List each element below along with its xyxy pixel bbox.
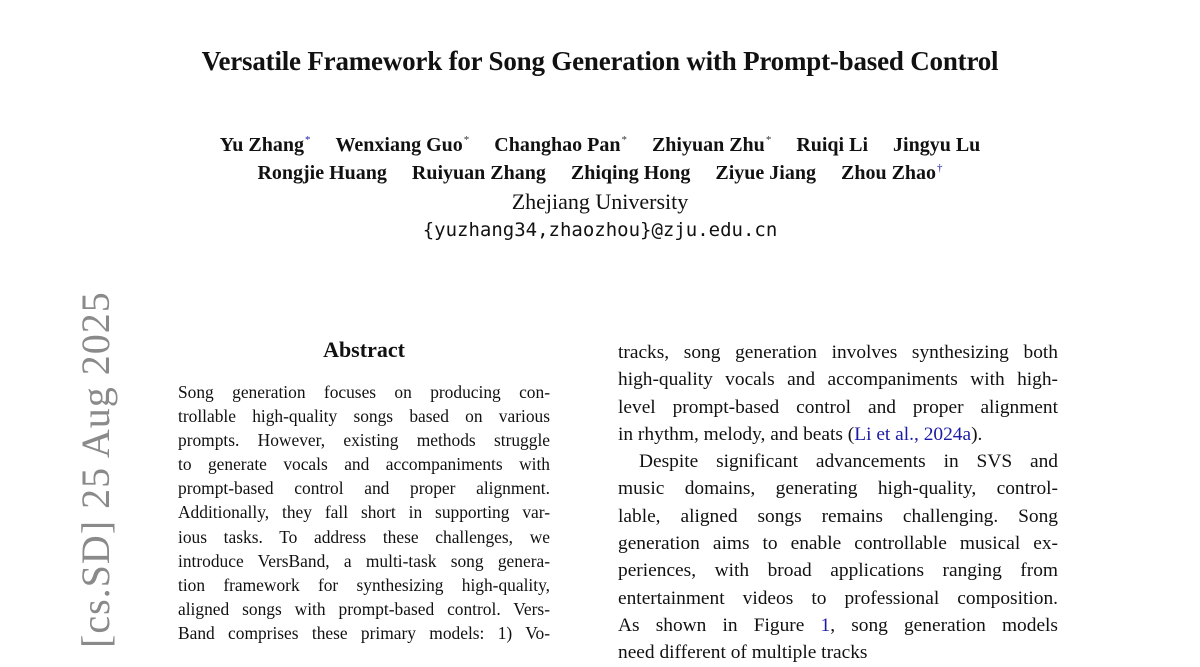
equal-contribution-mark: * bbox=[463, 134, 470, 147]
body-line: entertainment videos to professional composition. bbox=[618, 587, 1058, 609]
author-name: Ziyue Jiang bbox=[715, 162, 816, 184]
body-text: As shown in Figure bbox=[618, 614, 821, 636]
author-name: Jingyu Lu bbox=[893, 134, 981, 156]
equal-contribution-mark: * bbox=[621, 134, 627, 147]
body-line bbox=[618, 421, 1058, 448]
author bbox=[571, 162, 691, 184]
author-name: Ruiqi Li bbox=[796, 134, 869, 156]
citation-link[interactable] bbox=[854, 424, 971, 445]
author-name: Changhao Pan bbox=[494, 134, 621, 156]
body-line: tracks, song generation involves synthesizing both bbox=[618, 342, 1058, 363]
abstract-line: to generate vocals and accompaniments with bbox=[178, 454, 550, 475]
author-name: Zhiqing Hong bbox=[570, 162, 691, 184]
citation-author[interactable]: Li et al. bbox=[854, 423, 914, 445]
author-list-line-1 bbox=[0, 134, 1200, 157]
abstract-line: prompts. However, existing methods struggle bbox=[178, 430, 550, 451]
body-text: in rhythm, melody, and beats ( bbox=[618, 423, 855, 445]
author bbox=[494, 134, 627, 156]
author bbox=[220, 134, 311, 156]
abstract-line: Additionally, they fall short in supporting var- bbox=[178, 502, 550, 523]
author bbox=[412, 162, 546, 184]
author-name: Yu Zhang bbox=[219, 134, 305, 156]
author-name: Wenxiang Guo bbox=[335, 134, 463, 156]
author-list-line-2 bbox=[0, 162, 1200, 185]
corresponding-author-mark[interactable]: † bbox=[937, 162, 943, 175]
introduction-column bbox=[618, 339, 1058, 667]
body-line-cut-off: need different of multiple tracks bbox=[618, 642, 868, 664]
abstract-body bbox=[178, 380, 550, 645]
abstract-line: trollable high-quality songs based on various bbox=[178, 406, 550, 427]
equal-contribution-mark: * bbox=[765, 134, 772, 147]
abstract-line: introduce VersBand, a multi-task song genera- bbox=[178, 550, 550, 571]
body-line: generation aims to enable controllable musical ex- bbox=[618, 533, 1058, 555]
paper-title: Versatile Framework for Song Generation with Prompt-based Control bbox=[201, 46, 999, 76]
equal-contribution-mark[interactable]: * bbox=[305, 134, 311, 147]
arxiv-side-stamp: [cs.SD] 25 Aug 2025 bbox=[73, 291, 118, 648]
abstract-line: tion framework for synthesizing high-quality, bbox=[178, 574, 550, 595]
author bbox=[257, 162, 386, 184]
author bbox=[336, 134, 470, 156]
body-line: lable, aligned songs remains challenging. Song bbox=[618, 505, 1058, 527]
author bbox=[715, 162, 816, 184]
body-line: music domains, generating high-quality, control- bbox=[618, 478, 1058, 500]
abstract-line: Band comprises these primary models: 1) Vo- bbox=[178, 622, 550, 643]
author bbox=[893, 134, 980, 156]
body-line: level prompt-based control and proper alignment bbox=[618, 396, 1058, 418]
author-name: Rongjie Huang bbox=[257, 162, 387, 184]
body-line: periences, with broad applications ranging from bbox=[618, 560, 1058, 582]
figure-ref-link[interactable]: 1 bbox=[820, 614, 831, 636]
abstract-line: ious tasks. To address these challenges, we bbox=[178, 526, 550, 547]
body-text: ). bbox=[971, 423, 983, 445]
abstract-line: aligned songs with prompt-based control. Vers- bbox=[178, 598, 550, 619]
author bbox=[796, 134, 868, 156]
author bbox=[841, 162, 943, 184]
abstract-heading: Abstract bbox=[323, 337, 405, 362]
author-name: Zhiyuan Zhu bbox=[651, 134, 765, 156]
author-email: {yuzhang34,zhaozhou}@zju.edu.cn bbox=[422, 219, 778, 241]
affiliation: Zhejiang University bbox=[511, 189, 689, 214]
citation-separator: , bbox=[914, 423, 924, 445]
author-name: Zhou Zhao bbox=[840, 162, 937, 184]
body-line bbox=[618, 612, 1058, 639]
abstract-line: prompt-based control and proper alignment. bbox=[178, 478, 550, 499]
author-name: Ruiyuan Zhang bbox=[411, 162, 546, 184]
body-line: Despite significant advancements in SVS and bbox=[639, 451, 1058, 473]
author bbox=[652, 134, 771, 156]
body-line: high-quality vocals and accompaniments with high- bbox=[618, 369, 1058, 391]
body-text: , song generation models bbox=[830, 614, 1058, 636]
citation-year[interactable]: 2024a bbox=[923, 423, 972, 445]
abstract-line: Song generation focuses on producing con- bbox=[178, 382, 550, 402]
